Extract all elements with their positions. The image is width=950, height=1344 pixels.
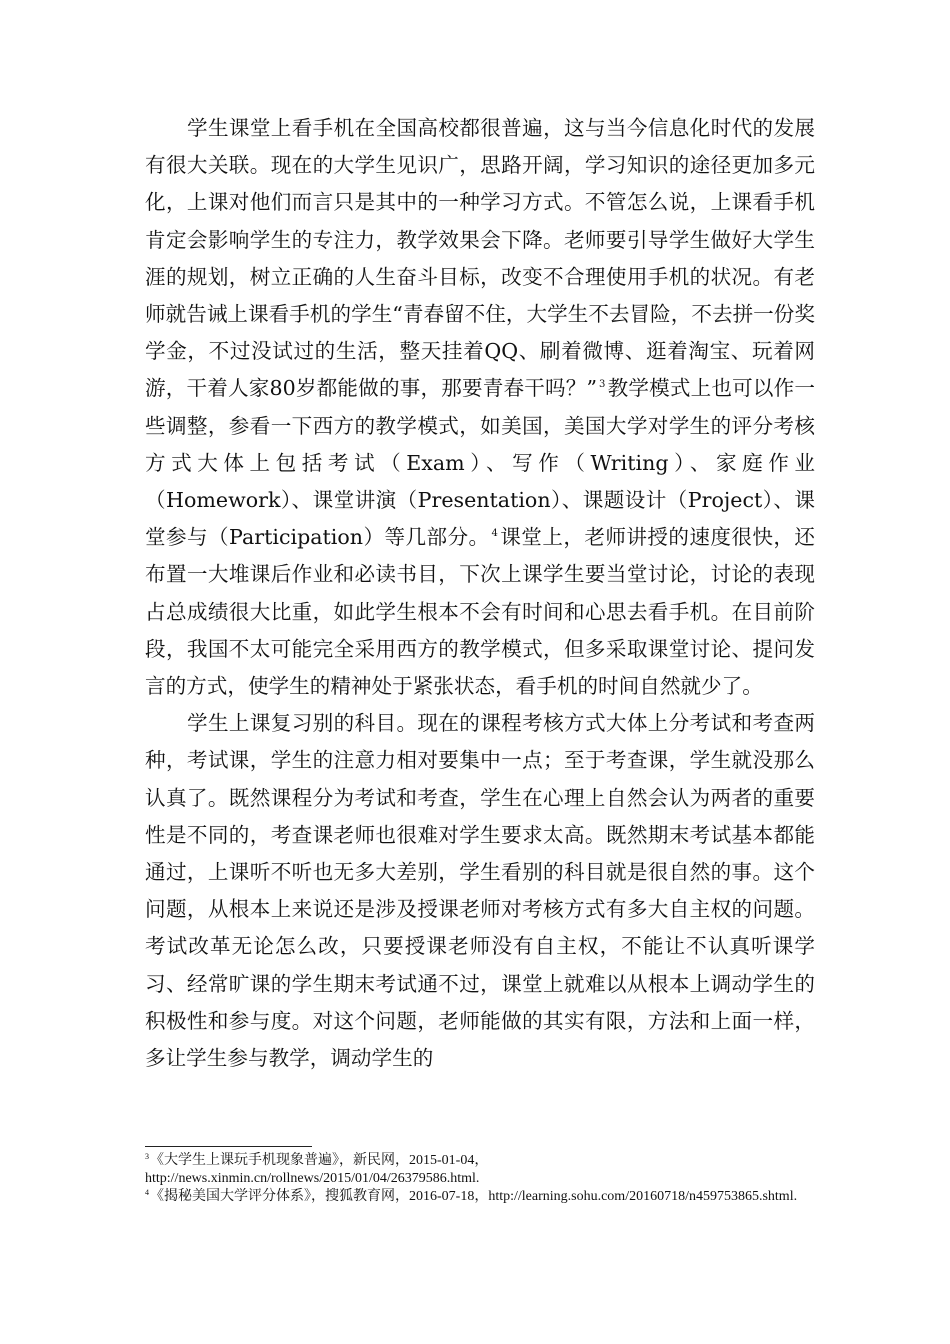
document-body <box>145 110 815 1077</box>
footnote-4 <box>145 1188 815 1206</box>
footnote-number: 3 <box>145 1152 149 1161</box>
footnotes <box>145 1152 815 1206</box>
footnote-text: 《揭秘美国大学评分体系》，搜狐教育网，2016-07-18，http://learning.sohu.com/20160718/n459753865.shtml. <box>150 1189 798 1204</box>
footnote-divider <box>145 1146 312 1147</box>
footnote-ref-3[interactable]: 3 <box>599 379 606 391</box>
paragraph-2: 学生上课复习别的科目。现在的课程考核方式大体上分考试和考查两种，考试课，学生的注意力相对要集中一点；至于考查课，学生就没那么认真了。既然课程分为考试和考查，学生在心理上自然会认为两者的重要性是不同的，考查课老师也很难对学生要求太高。既然期末考试基本都能通过，上课听不听也无多大差别，学生看别的科目就是很自然的事。这个问题，从根本上来说还是涉及授课老师对考核方式有多大自主权的问题。考试改革无论怎么改，只要授课老师没有自主权，不能让不认真听课学习、经常旷课的学生期末考试通不过，课堂上就难以从根本上调动学生的积极性和参与度。对这个问题，老师能做的其实有限，方法和上面一样，多让学生参与教学，调动学生的 <box>145 711 815 1071</box>
footnote-3 <box>145 1152 815 1188</box>
footnote-ref-4[interactable]: 4 <box>491 528 498 540</box>
paragraph-1-text-end: 课堂上，老师讲授的速度很快，还布置一大堆课后作业和必读书目，下次上课学生要当堂讨论，讨论的表现占总成绩很大比重，如此学生根本不会有时间和心思去看手机。在目前阶段，我国不太可能完全采用西方的教学模式，但多采取课堂讨论、提问发言的方式，使学生的精神处于紧张状态，看手机的时间自然就少了。 <box>145 525 815 699</box>
paragraph-1-text: 学生课堂上看手机在全国高校都很普遍，这与当今信息化时代的发展有很大关联。现在的大学生见识广，思路开阔，学习知识的途径更加多元化，上课对他们而言只是其中的一种学习方式。不管怎么说，上课看手机肯定会影响学生的专注力，教学效果会下降。老师要引导学生做好大学生涯的规划，树立正确的人生奋斗目标，改变不合理使用手机的状况。有老师就告诫上课看手机的学生“青春留不住，大学生不去冒险，不去拼一份奖学金，不过没试过的生活，整天挂着QQ、刷着微博、逛着淘宝、玩着网游，干着人家80岁都能做的事，那要青春干吗？” <box>145 116 815 401</box>
footnote-number: 4 <box>145 1188 149 1197</box>
paragraph-1-text-continued: 教学模式上也可以作一些调整，参看一下西方的教学模式，如美国，美国大学对学生的评分考核方式大体上包括考试（Exam）、写作（Writing）、家庭作业（Homework）、课堂讲演（Presentation）、课题设计（Project）、课堂参与（Participation）等几部分。 <box>145 376 815 550</box>
paragraph-1 <box>145 110 815 705</box>
footnote-text: 《大学生上课玩手机现象普遍》，新民网，2015-01-04，http://news.xinmin.cn/rollnews/2015/01/04/26379586.html. <box>145 1153 489 1186</box>
